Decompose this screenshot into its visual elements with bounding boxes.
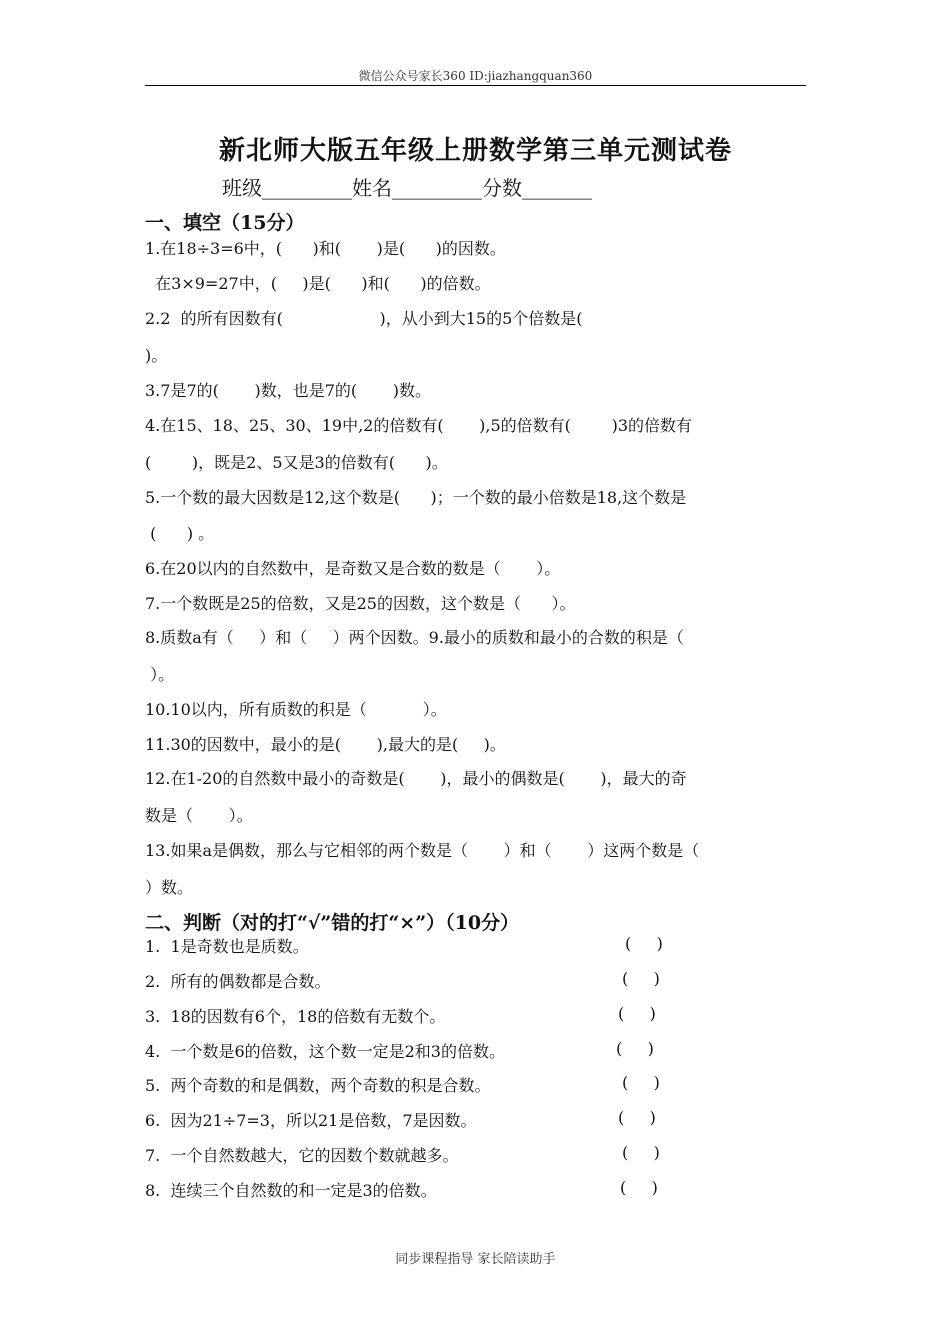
question-line: 5.一个数的最大因数是12,这个数是( )；一个数的最小倍数是18,这个数是 xyxy=(145,488,687,507)
question-line: )。 xyxy=(145,346,168,365)
question-line: ）。 xyxy=(145,665,175,684)
question-line: 8.质数a有（ ）和（ ）两个因数。9.最小的质数和最小的合数的积是（ xyxy=(145,628,684,647)
answer-parens: ( ) xyxy=(622,1073,660,1092)
question-line: 12.在1-20的自然数中最小的奇数是( )，最小的偶数是( )，最大的奇 xyxy=(145,769,687,788)
answer-parens: ( ) xyxy=(622,1143,660,1162)
question-line: 3.7是7的( )数，也是7的( )数。 xyxy=(145,381,431,400)
question-line: 2.2 的所有因数有( )，从小到大15的5个倍数是( xyxy=(145,309,583,328)
question-line: 在3×9=27中，( )是( )和( )的倍数。 xyxy=(145,274,491,293)
answer-parens: ( ) xyxy=(620,1178,658,1197)
judge-item: 1. 1是奇数也是质数。 xyxy=(145,937,309,956)
page-header: 微信公众号家长360 ID:jiazhangquan360 xyxy=(358,69,593,83)
header-divider xyxy=(145,85,806,86)
judge-item: 4. 一个数是6的倍数，这个数一定是2和3的倍数。 xyxy=(145,1042,505,1061)
answer-parens: ( ) xyxy=(622,969,660,988)
judge-item: 8. 连续三个自然数的和一定是3的倍数。 xyxy=(145,1181,437,1200)
question-line: 13.如果a是偶数，那么与它相邻的两个数是（ ）和（ ）这两个数是（ xyxy=(145,841,700,860)
page-title: 新北师大版五年级上册数学第三单元测试卷 xyxy=(218,136,732,166)
section2-heading: 二、判断（对的打“√”错的打“×”）（10分） xyxy=(145,912,520,934)
judge-item: 5. 两个奇数的和是偶数，两个奇数的积是合数。 xyxy=(145,1076,491,1095)
answer-parens: ( ) xyxy=(625,934,663,953)
question-line: 11.30的因数中，最小的是( ),最大的是( )。 xyxy=(145,735,506,754)
section1-heading: 一、填空（15分） xyxy=(145,212,305,234)
question-line: 6.在20以内的自然数中，是奇数又是合数的数是（ ）。 xyxy=(145,559,561,578)
question-line: 10.10以内，所有质数的积是（ ）。 xyxy=(145,700,447,719)
question-line: 4.在15、18、25、30、19中,2的倍数有( ),5的倍数有( )3的倍数有 xyxy=(145,416,693,435)
judge-item: 6. 因为21÷7=3，所以21是倍数，7是因数。 xyxy=(145,1111,477,1130)
question-line: ( )，既是2、5又是3的倍数有( )。 xyxy=(145,453,448,472)
judge-item: 3. 18的因数有6个，18的倍数有无数个。 xyxy=(145,1007,446,1026)
answer-parens: ( ) xyxy=(618,1108,656,1127)
question-line: 数是（ ）。 xyxy=(145,806,253,825)
judge-item: 7. 一个自然数越大，它的因数个数就越多。 xyxy=(145,1146,459,1165)
question-line: 7.一个数既是25的倍数，又是25的因数，这个数是（ ）。 xyxy=(145,594,576,613)
student-info-line: 班级_________姓名_________分数_______ xyxy=(222,176,592,200)
judge-item: 2. 所有的偶数都是合数。 xyxy=(145,972,331,991)
question-line: ）数。 xyxy=(145,878,194,897)
question-line: 1.在18÷3=6中，( )和( )是( )的因数。 xyxy=(145,239,506,258)
page-footer: 同步课程指导 家长陪读助手 xyxy=(395,1252,556,1267)
question-line: ( ) 。 xyxy=(145,524,215,543)
answer-parens: ( ) xyxy=(616,1039,654,1058)
answer-parens: ( ) xyxy=(618,1004,656,1023)
